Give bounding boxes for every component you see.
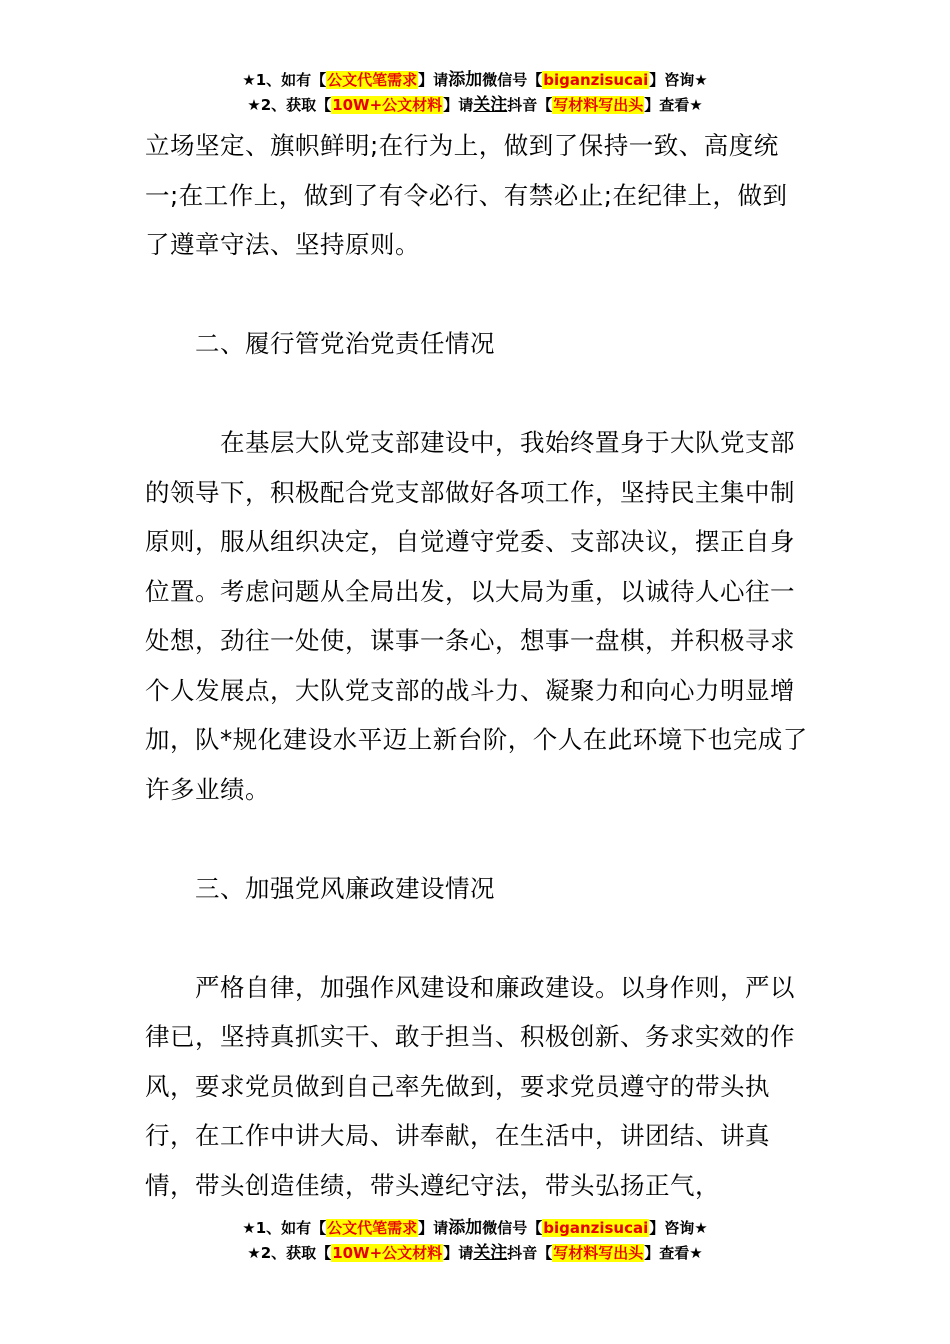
footer-highlight-materials: 10W+公文材料 — [332, 1244, 443, 1262]
header-banner — [0, 68, 950, 118]
section-3-heading: 三、加强党风廉政建设情况 — [195, 873, 495, 903]
header-wechat-id: biganzisucai — [543, 71, 649, 89]
header-banner-line-1: ★1、如有【公文代笔需求】请添加微信号【biganzisucai】咨询★ — [242, 70, 708, 90]
document-body — [145, 121, 810, 1210]
footer-banner — [0, 1216, 950, 1266]
section-3-body: 严格自律，加强作风建设和廉政建设。以身作则，严以律已，坚持真抓实干、敢于担当、积极创新、务求实效的作风，要求党员做到自己率先做到，要求党员遵守的带头执行，在工作中讲大局、讲奉献，在生活中，讲团结、讲真情，带头创造佳绩，带头遵纪守法，带头弘扬正气， — [145, 972, 795, 1200]
section-2-heading: 二、履行管党治党责任情况 — [195, 329, 495, 358]
section-2-body: 在基层大队党支部建设中，我始终置身于大队党支部的领导下，积极配合党支部做好各项工作，坚持民主集中制原则，服从组织决定，自觉遵守党委、支部决议，摆正自身位置。考虑问题从全局出发，以大局为重，以诚待人心往一处想，劲往一处使，谋事一条心，想事一盘棋，并积极寻求个人发展点，大队党支部的战斗力、凝聚力和向心力明显增加，队*规化建设水平迈上新台阶，个人在此环境下也完成了许多业绩。 — [145, 428, 808, 804]
paragraph-continued: 立场坚定、旗帜鲜明;在行为上，做到了保持一致、高度统一;在工作上，做到了有令必行、有禁必止;在纪律上，做到了遵章守法、坚持原则。 — [145, 131, 788, 259]
footer-banner-line-1: ★1、如有【公文代笔需求】请添加微信号【biganzisucai】咨询★ — [242, 1218, 708, 1238]
header-banner-line-2: ★2、获取【10W+公文材料】请关注抖音【写材料写出头】查看★ — [247, 95, 703, 115]
footer-highlight-ghostwriting: 公文代笔需求 — [327, 1219, 418, 1237]
header-highlight-materials: 10W+公文材料 — [332, 96, 443, 114]
footer-douyin-account: 写材料写出头 — [553, 1244, 644, 1262]
header-douyin-account: 写材料写出头 — [553, 96, 644, 114]
header-highlight-ghostwriting: 公文代笔需求 — [327, 71, 418, 89]
footer-wechat-id: biganzisucai — [543, 1219, 649, 1237]
footer-banner-line-2: ★2、获取【10W+公文材料】请关注抖音【写材料写出头】查看★ — [247, 1243, 703, 1263]
